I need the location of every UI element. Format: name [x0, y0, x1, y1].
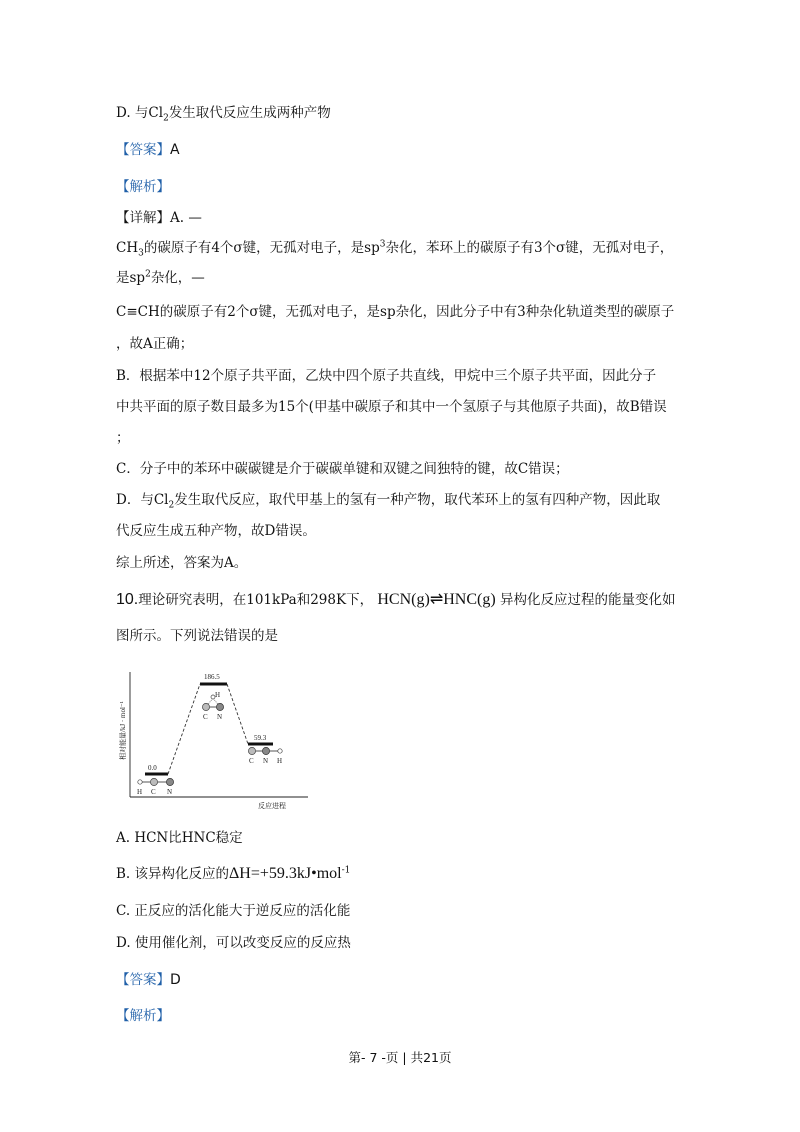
q9-detail-intro: 【详解】A. — — [116, 210, 202, 226]
q9-detail-line6: 中共平面的原子数目最多为15个(甲基中碳原子和其中一个氢原子与其他原子共面)，故B错误 — [116, 399, 667, 415]
atom-c — [150, 778, 157, 785]
q9-detail-line4: ，故A正确； — [116, 336, 194, 352]
q9-detail-line5: B．根据苯中12个原子共平面，乙炔中四个原子共直线，甲烷中三个原子共平面，因此分子 — [116, 368, 657, 384]
diagram-y-label: 相对能量/kJ · mol⁻¹ — [119, 701, 127, 760]
q9-conclusion: 综上所述，答案为A。 — [116, 555, 248, 571]
svg-text:H: H — [137, 788, 143, 796]
q10-option-a: A. HCN比HNC稳定 — [116, 830, 243, 846]
q9-detail-line9: D．与$Cl_2$发生取代反应，取代甲基上的氢有一种产物，取代苯环上的氢有四种产物，因此取 — [116, 492, 661, 511]
level-label-1: 186.5 — [204, 673, 220, 681]
atom-n-ts — [216, 703, 223, 710]
q9-detail-line1: $CH_3$的碳原子有4个σ键，无孤对电子，是$sp^3$杂化，苯环上的碳原子有3个σ键，无孤对电子， — [116, 239, 674, 259]
q10-stem: 10.理论研究表明，在101kPa和298K下， HCN(g)⇌HNC(g) 异构化反应过程的能量变化如 — [116, 591, 676, 608]
svg-text:N: N — [263, 757, 269, 765]
connector-2 — [227, 684, 248, 744]
q9-answer: 【答案】A — [116, 142, 180, 158]
q10-stem-cont: 图所示。下列说法错误的是 — [116, 628, 278, 644]
atom-c-ts — [202, 703, 209, 710]
q9-option-d: D. 与$Cl_2$发生取代反应生成两种产物 — [116, 105, 331, 124]
atom-h — [138, 780, 142, 784]
q10-answer: 【答案】D — [116, 972, 181, 988]
q9-detail-line7: ； — [116, 430, 130, 446]
atom-n — [166, 778, 173, 785]
atom-h-hnc — [278, 749, 282, 753]
atom-c-hnc — [248, 747, 255, 754]
energy-diagram — [118, 662, 318, 812]
svg-text:C: C — [203, 713, 208, 721]
svg-text:N: N — [167, 788, 173, 796]
svg-text:H: H — [215, 691, 221, 699]
svg-text:H: H — [277, 757, 283, 765]
q10-option-c: C. 正反应的活化能大于逆反应的活化能 — [116, 903, 351, 919]
q9-analysis-tag: 【解析】 — [116, 179, 170, 195]
q10-formula: HCN(g)⇌HNC(g) — [377, 591, 496, 608]
q10-option-d: D. 使用催化剂，可以改变反应的反应热 — [116, 935, 351, 951]
svg-text:N: N — [217, 713, 223, 721]
page-footer: 第- 7 -页 | 共21页 — [348, 1050, 452, 1065]
atom-n-hnc — [262, 747, 269, 754]
level-label-2: 59.3 — [254, 734, 267, 742]
svg-text:C: C — [151, 788, 156, 796]
q9-detail-line3: C≡CH的碳原子有2个σ键，无孤对电子，是sp杂化，因此分子中有3种杂化轨道类型的碳原子 — [116, 304, 675, 320]
q10-option-b: B. 该异构化反应的ΔH=+59.3kJ•mol$^{-1}$ — [116, 865, 351, 882]
connector-1 — [168, 684, 200, 774]
svg-text:C: C — [249, 757, 254, 765]
level-label-0: 0.0 — [148, 764, 157, 772]
q9-detail-line2: 是$sp^2$杂化，— — [116, 269, 205, 286]
q9-detail-line10: 代反应生成五种产物，故D错误。 — [116, 523, 316, 539]
q9-detail-line8: C．分子中的苯环中碳碳键是介于碳碳单键和双键之间独特的键，故C错误； — [116, 461, 569, 477]
q10-analysis-tag: 【解析】 — [116, 1008, 170, 1024]
diagram-x-label: 反应进程 — [258, 802, 286, 810]
